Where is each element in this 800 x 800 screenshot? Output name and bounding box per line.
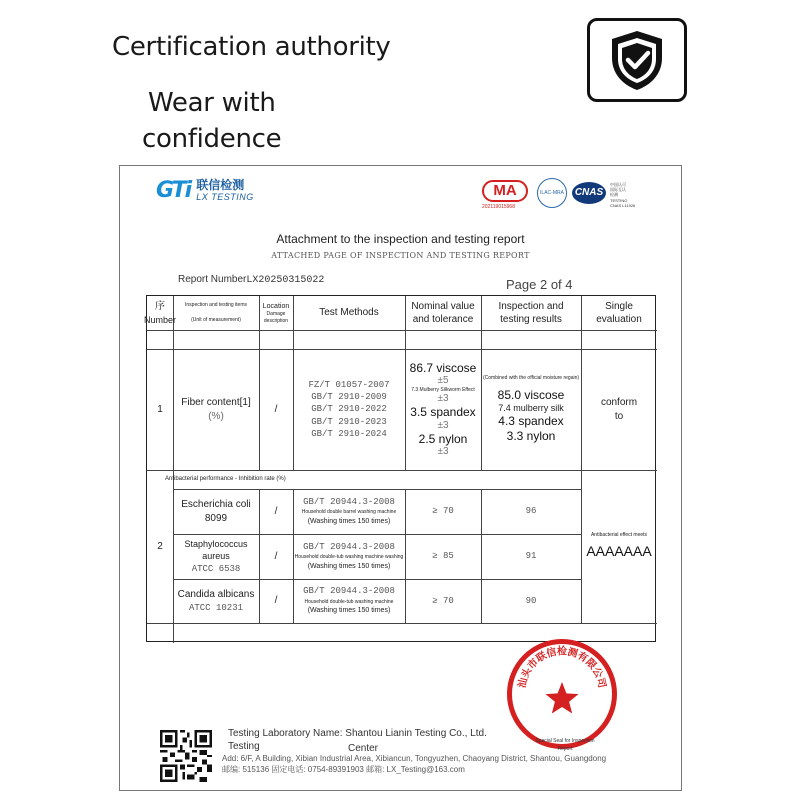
row2-sub-1-result: 96 <box>525 506 537 517</box>
seal-caption: Special Seal for Inspection Report <box>535 738 595 752</box>
report-number-value: LX20250315022 <box>246 275 325 286</box>
accreditation-marks <box>482 178 642 212</box>
header-test-methods: Test Methods <box>319 307 379 319</box>
row2-sub-2-location: / <box>274 550 278 562</box>
inspection-seal <box>507 639 617 749</box>
row2-sub-1-location: / <box>274 505 278 517</box>
svg-text:汕头市联信检测有限公司: 汕头市联信检测有限公司 <box>516 646 608 690</box>
ilac-mra-mark: ILAC-MRA <box>537 178 567 208</box>
row1-item: Fiber content[1] (%) <box>181 397 251 422</box>
row2-sub-3-result: 90 <box>525 595 537 606</box>
logo-mark: GTi <box>156 178 191 203</box>
row1-methods: FZ/T 01057-2007 GB/T 2910-2009 GB/T 2910-2022 GB/T 2910-2023 GB/T 2910-2024 <box>308 380 390 439</box>
results-table <box>146 295 656 642</box>
hero-subtitle-line-2: confidence <box>142 124 282 154</box>
row2-sub-1-name: Escherichia coli 8099 <box>181 499 251 524</box>
row2-sub-2-nominal: ≥ 85 <box>432 551 454 562</box>
header-serial: 序 Number <box>144 301 177 325</box>
shield-badge <box>587 18 687 102</box>
row2-sub-2-name: Staphylococcus aureus ATCC 6538 <box>184 539 248 574</box>
row1-number: 1 <box>157 403 163 415</box>
row1-location: / <box>274 403 278 415</box>
row2-sub-3-method: GB/T 20944.3-2008 Household double-tub washing machine (Washing times 150 times) <box>303 586 395 615</box>
report-subtitle: ATTACHED PAGE OF INSPECTION AND TESTING REPORT <box>271 251 530 260</box>
lx-testing-logo <box>156 178 254 203</box>
logo-english-name: LX TESTING <box>196 192 254 202</box>
shield-check-icon <box>607 28 667 92</box>
star-icon <box>546 682 579 714</box>
report-number <box>178 274 324 286</box>
row2-sub-2-result: 91 <box>525 551 537 562</box>
cnas-mark: CNAS <box>572 182 606 204</box>
hero-subtitle-line-1: Wear with <box>148 88 276 118</box>
row2-sub-3-nominal: ≥ 70 <box>432 595 454 606</box>
row2-header: Antibacterial performance - Inhibition rate (%) <box>165 476 286 483</box>
header-results: Inspection and testing results <box>498 300 564 325</box>
row1-evaluation: conform to <box>600 397 638 422</box>
row1-results: (Combined with the official moisture regain) 85.0 viscose 7.4 mulberry silk 4.3 spandex 3.3 nylon <box>482 375 580 443</box>
grid-line <box>147 623 657 624</box>
cnas-caption: 中国认可 国际互认 检测 TESTING CNAS L11926 <box>610 182 636 208</box>
row2-sub-1-nominal: ≥ 70 <box>432 506 454 517</box>
row2-sub-1-method: GB/T 20944.3-2008 Household double barrel washing machine (Washing times 150 times) <box>301 496 397 525</box>
report-title: Attachment to the inspection and testing report <box>276 232 525 246</box>
row1-nominal: 86.7 viscose ±5 7.3 Mulberry Silkworm Effect ±3 3.5 spandex ±3 2.5 nylon ±3 <box>409 360 477 458</box>
row2-sub-3-name: Candida albicans ATCC 10231 <box>177 589 255 613</box>
row2-evaluation: Antibacterial effect meets AAAAAAA <box>586 531 652 560</box>
page-indicator: Page 2 of 4 <box>506 277 573 292</box>
header-location: Location Damage description <box>262 302 290 324</box>
test-report-document <box>119 165 682 791</box>
header-item: Inspection and testing items (Unit of measurement) <box>185 302 247 323</box>
row2-sub-3-location: / <box>274 595 278 607</box>
lab-name: Testing Laboratory Name: Shantou Lianin Testing Co., Ltd. Testing <box>228 728 487 752</box>
cma-number: 202119015968 <box>482 204 515 210</box>
cma-mark: MA <box>482 180 528 202</box>
logo-chinese-name: 联信检测 <box>196 178 245 192</box>
row2-sub-2-method: GB/T 20944.3-2008 Household double-tub washing machine washing (Washing times 150 times) <box>294 541 404 570</box>
grid-line <box>147 330 657 331</box>
qr-code-icon <box>160 730 212 782</box>
lab-name-continued: Center <box>348 743 379 754</box>
row2-number: 2 <box>157 540 163 552</box>
report-number-label: Report Number <box>178 274 247 285</box>
header-evaluation: Single evaluation <box>596 300 642 325</box>
hero-title: Certification authority <box>112 32 391 62</box>
lab-address: Add: 6/F, A Building, Xibian Industrial Area, Xibiancun, Tongyuzhen, Chaoyang District, Shantou, Guangdong 邮编: 515136 固定电话: 0754-89391903 邮箱: LX_Testing@163.com <box>222 754 607 774</box>
seal-ring-text <box>512 644 612 744</box>
header-nominal: Nominal value and tolerance <box>411 300 475 325</box>
